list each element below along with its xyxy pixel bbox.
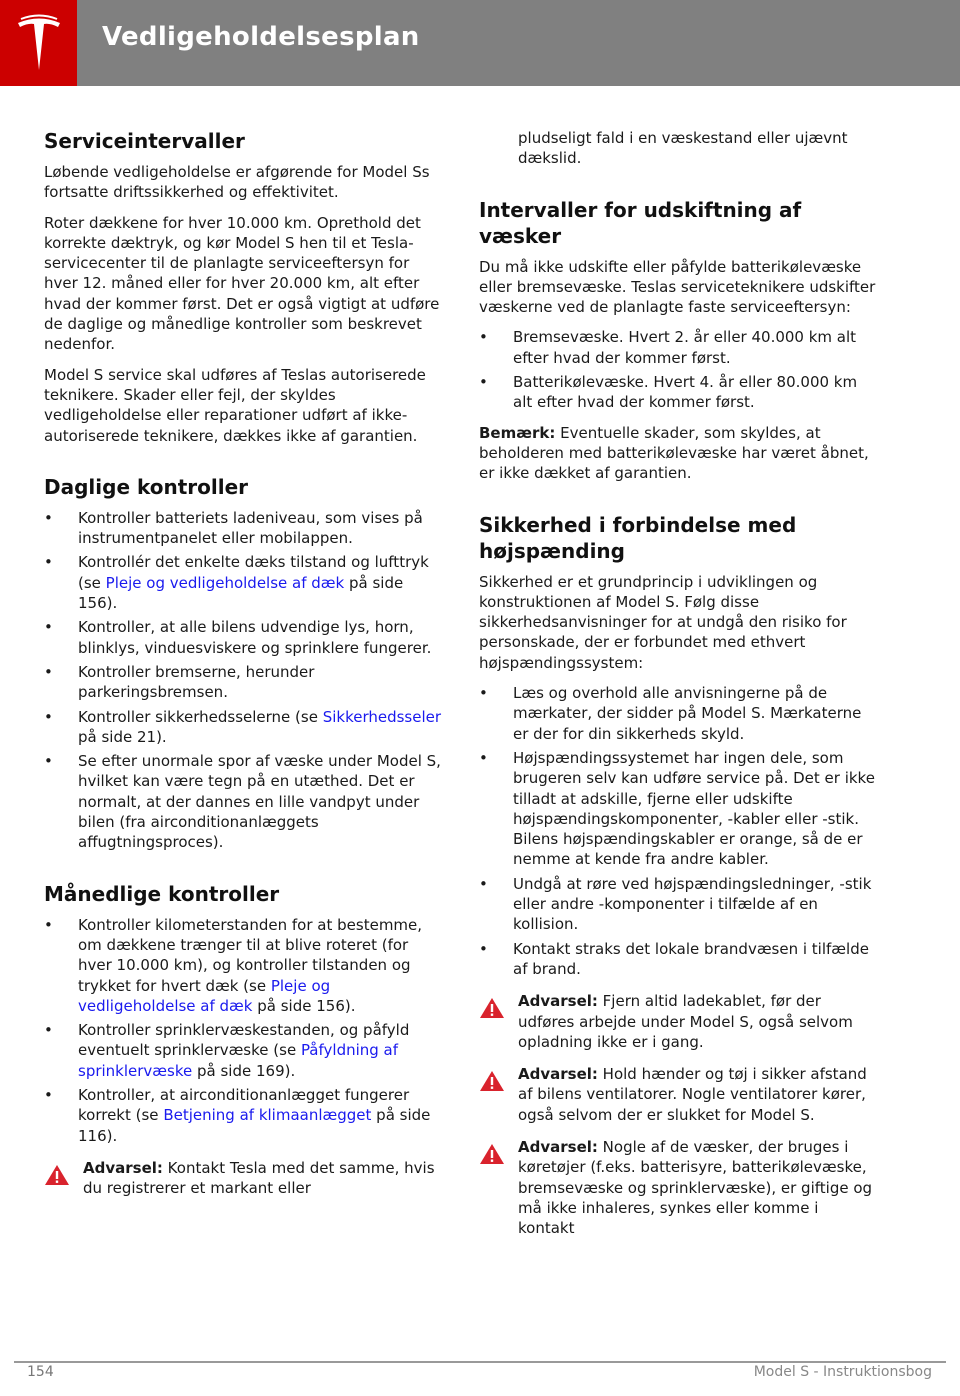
list-item xyxy=(44,1085,444,1146)
list-item xyxy=(479,874,879,935)
paragraph xyxy=(44,213,444,355)
text-segment: Kontakt straks det lokale brandvæsen i tilfælde af brand. xyxy=(513,939,869,978)
list-item xyxy=(44,617,444,658)
note-label: Bemærk: xyxy=(479,423,556,442)
text-segment: Kontroller, at airconditionanlægget fungerer korrekt (se xyxy=(78,1085,410,1125)
text-segment: Sikkerhed er et grundprincip i udviklingen og konstruktionen af Model S. Følg disse sikkerhedsanvisninger for at undgå den risiko for personskade, der er forbundet med ethvert højspændingssystem: xyxy=(479,572,847,672)
list-item xyxy=(44,1020,444,1081)
section-heading: Intervaller for udskiftning af væsker xyxy=(479,197,802,248)
cross-reference-link[interactable]: Betjening af klimaanlægget xyxy=(163,1106,372,1125)
text-segment: Du må ikke udskifte eller påfylde batterikølevæske eller bremsevæske. Teslas serviceteknikere udskifter væskerne ved de planlagte faste serviceeftersyn: xyxy=(479,257,876,317)
section-heading: Sikkerhed i forbindelse med højspænding xyxy=(479,512,797,563)
page-title: Vedligeholdelsesplan xyxy=(102,22,420,52)
note-text: Eventuelle skader, som skyldes, at beholderen med batterikølevæske har været åbnet, er ikke dækket af garantien. xyxy=(479,423,869,483)
warning-label: Advarsel: xyxy=(518,1137,598,1156)
text-segment: Kontroller sprinklervæskestanden, og påfyld eventuelt sprinklervæske (se xyxy=(78,1021,410,1060)
text-segment: Se efter unormale spor af væske under Model S, hvilket kan være tegn på en utæthed. Det er normalt, at der dannes en lille vandpyt under bilen (fra airconditionanlæggets affugtningsproces). xyxy=(78,752,441,852)
warning-text: Nogle af de væsker, der bruges i køretøjer (f.eks. batterisyre, batterikølevæske, bremsevæske og sprinklervæske), er giftige og må ikke inhaleres, synkes eller komme i kontakt xyxy=(518,1137,873,1238)
cross-reference-link[interactable]: Pleje og vedligeholdelse af dæk xyxy=(105,573,345,592)
tesla-logo xyxy=(0,0,77,86)
text-segment: Læs og overhold alle anvisningerne på de mærkater, der sidder på Model S. Mærkaterne er der for din sikkerheds skyld. xyxy=(513,684,862,743)
warning-box xyxy=(44,1158,444,1199)
warning-label: Advarsel: xyxy=(518,992,598,1011)
warning-text: Kontakt Tesla med det samme, hvis du registrerer et markant eller xyxy=(83,1158,435,1198)
text-segment: Kontroller kilometerstanden for at bestemme, om dækkene trænger til at blive roteret (for hver 10.000 km), og kontroller tilstanden og trykket for hvert dæk (se xyxy=(78,915,423,995)
list-item xyxy=(44,552,444,613)
section-heading: Daglige kontroller xyxy=(44,474,249,499)
list-item xyxy=(44,707,444,748)
text-segment: Roter dækkene for hver 10.000 km. Oprethold det korrekte dæktryk, og kør Model S hen til et Tesla-servicecenter til de planlagte serviceeftersyn for hver 12. måned eller for hver 20.000 km, alt efter hvad der kommer først. Det er også vigtigt at udføre de daglige og månedlige kontroller som beskrevet nedenfor. xyxy=(44,213,440,354)
list-item xyxy=(479,327,879,368)
bullet-list xyxy=(44,508,444,853)
list-item xyxy=(479,372,879,413)
text-segment: Batterikølevæske. Hvert 4. år eller 80.000 km alt efter hvad der kommer først. xyxy=(513,373,858,412)
text-segment: Løbende vedligeholdelse er afgørende for Model Ss fortsatte driftssikkerhed og effektivitet. xyxy=(44,163,430,202)
text-segment: på side 116). xyxy=(78,1106,431,1145)
bullet-list xyxy=(479,683,879,979)
text-segment: Kontroller bremserne, herunder parkeringsbremsen. xyxy=(78,662,315,702)
section-heading: Månedlige kontroller xyxy=(44,881,280,906)
list-item xyxy=(479,939,879,980)
bullet-list xyxy=(44,915,444,1146)
text-segment: Kontroller, at alle bilens udvendige lys, horn, blinklys, vinduesviskere og sprinklere fungerer. xyxy=(78,618,432,657)
text-segment: Højspændingssystemet har ingen dele, som brugeren selv kan udføre service på. Det er ikke tilladt at adskille, fjerne eller udskifte højspændingskomponenter, -kabler eller -stik. Bilens højspændingskabler er orange, så de er nemme at kende fra andre kabler. xyxy=(513,748,875,869)
cross-reference-link[interactable]: Sikkerhedsseler xyxy=(322,707,442,726)
warning-label: Advarsel: xyxy=(83,1158,163,1177)
paragraph xyxy=(479,572,879,673)
text-segment: Kontroller batteriets ladeniveau, som vises på instrumentpanelet eller mobilappen. xyxy=(78,508,423,548)
cross-reference-link[interactable]: Påfyldning af sprinklervæske xyxy=(78,1041,399,1080)
text-segment: Kontroller sikkerhedsselerne (se xyxy=(78,707,323,726)
cross-reference-link[interactable]: Pleje og vedligeholdelse af dæk xyxy=(78,976,331,1015)
paragraph xyxy=(479,257,879,318)
list-item xyxy=(44,662,444,703)
text-segment: på side 156). xyxy=(252,996,356,1015)
list-item xyxy=(44,751,444,852)
right-column xyxy=(479,128,879,1248)
text-segment: på side 21). xyxy=(78,727,167,746)
warning-box xyxy=(479,1137,879,1238)
text-segment: Model S service skal udføres af Teslas autoriserede teknikere. Skader eller fejl, der skyldes vedligeholdelse eller reparationer udført af ikke-autoriserede teknikere, dækkes ikke af garantien. xyxy=(44,365,426,445)
note xyxy=(479,423,879,484)
warning-box xyxy=(479,991,879,1052)
paragraph xyxy=(44,162,444,203)
book-title: Model S - Instruktionsbog xyxy=(753,1364,932,1380)
text-segment: på side 156). xyxy=(78,573,404,613)
paragraph xyxy=(44,365,444,446)
list-item xyxy=(479,748,879,870)
warning-box xyxy=(479,1064,879,1125)
warning-continuation: pludseligt fald i en væskestand eller ujævnt dækslid. xyxy=(518,129,848,168)
text-segment: Undgå at røre ved højspændingsledninger, -stik eller andre -komponenter i tilfælde af en kollision. xyxy=(513,874,872,934)
warning-text: Fjern altid ladekablet, før der udføres arbejde under Model S, også selvom opladning ikke er i gang. xyxy=(518,992,853,1051)
footer-divider xyxy=(14,1361,946,1363)
page-number: 154 xyxy=(27,1364,54,1380)
tesla-logo-icon xyxy=(16,14,62,72)
list-item xyxy=(479,683,879,744)
warning-text: Hold hænder og tøj i sikker afstand af bilens ventilatorer. Nogle ventilatorer kører, også selvom der er slukket for Model S. xyxy=(518,1065,867,1124)
left-column xyxy=(44,128,444,1208)
page-header xyxy=(0,0,960,86)
bullet-list xyxy=(479,327,879,412)
list-item xyxy=(44,915,444,1016)
text-segment: på side 169). xyxy=(192,1061,296,1080)
text-segment: Bremsevæske. Hvert 2. år eller 40.000 km alt efter hvad der kommer først. xyxy=(513,328,857,367)
text-segment: Kontrollér det enkelte dæks tilstand og lufttryk (se xyxy=(78,553,429,592)
list-item xyxy=(44,508,444,549)
warning-label: Advarsel: xyxy=(518,1065,598,1084)
section-heading: Serviceintervaller xyxy=(44,129,245,153)
